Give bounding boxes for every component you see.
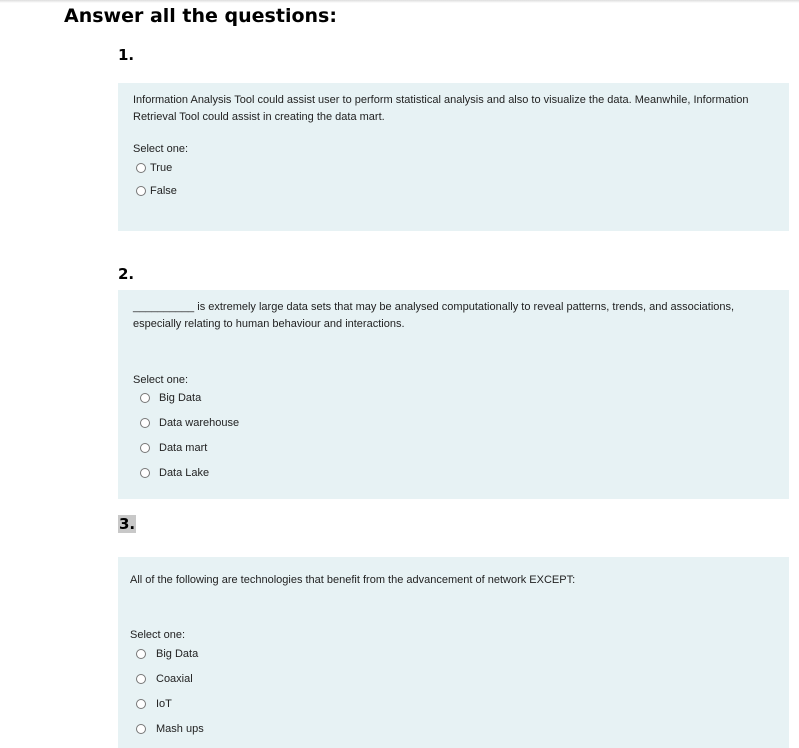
question-text: Information Analysis Tool could assist user to perform statistical analysis and also to visualize the data. Meanwhile, Information Retrieval Tool could assist in creating the data mart. <box>133 94 749 123</box>
radio-button[interactable] <box>140 393 150 403</box>
question-card-3 <box>118 557 789 748</box>
page-title: Answer all the questions: <box>64 5 337 27</box>
option-data-lake[interactable]: Data Lake <box>140 467 209 479</box>
radio-button[interactable] <box>136 649 146 659</box>
question-number: 2. <box>118 265 135 283</box>
radio-button[interactable] <box>140 468 150 478</box>
option-iot[interactable]: IoT <box>136 698 172 710</box>
question-number: 1. <box>118 46 135 64</box>
option-false[interactable]: False <box>136 185 177 197</box>
option-big-data[interactable]: Big Data <box>140 392 201 404</box>
top-divider <box>0 0 799 3</box>
option-data-mart[interactable]: Data mart <box>140 442 207 454</box>
select-one-label: Select one: <box>130 629 186 641</box>
question-text: __________ is extremely large data sets that may be analysed computationally to reveal patterns, trends, and associations, especially relating to human behaviour and interactions. <box>133 301 735 330</box>
radio-button[interactable] <box>140 418 150 428</box>
radio-button[interactable] <box>136 699 146 709</box>
select-one-label: Select one: <box>133 374 189 386</box>
select-one-label: Select one: <box>133 143 189 155</box>
radio-button[interactable] <box>136 724 146 734</box>
question-number: 3. <box>119 515 136 533</box>
radio-button[interactable] <box>140 443 150 453</box>
fill-in-blank: __________ <box>133 301 195 313</box>
question-card-1 <box>118 83 789 231</box>
option-coaxial[interactable]: Coaxial <box>136 673 193 685</box>
option-mash-ups[interactable]: Mash ups <box>136 723 204 735</box>
question-card-2 <box>118 290 789 499</box>
option-data-warehouse[interactable]: Data warehouse <box>140 417 239 429</box>
option-true[interactable]: True <box>136 162 172 174</box>
option-big-data[interactable]: Big Data <box>136 648 198 660</box>
radio-button[interactable] <box>136 186 146 196</box>
radio-button[interactable] <box>136 163 146 173</box>
radio-button[interactable] <box>136 674 146 684</box>
question-text: All of the following are technologies that benefit from the advancement of network EXCEPT: <box>130 574 576 586</box>
